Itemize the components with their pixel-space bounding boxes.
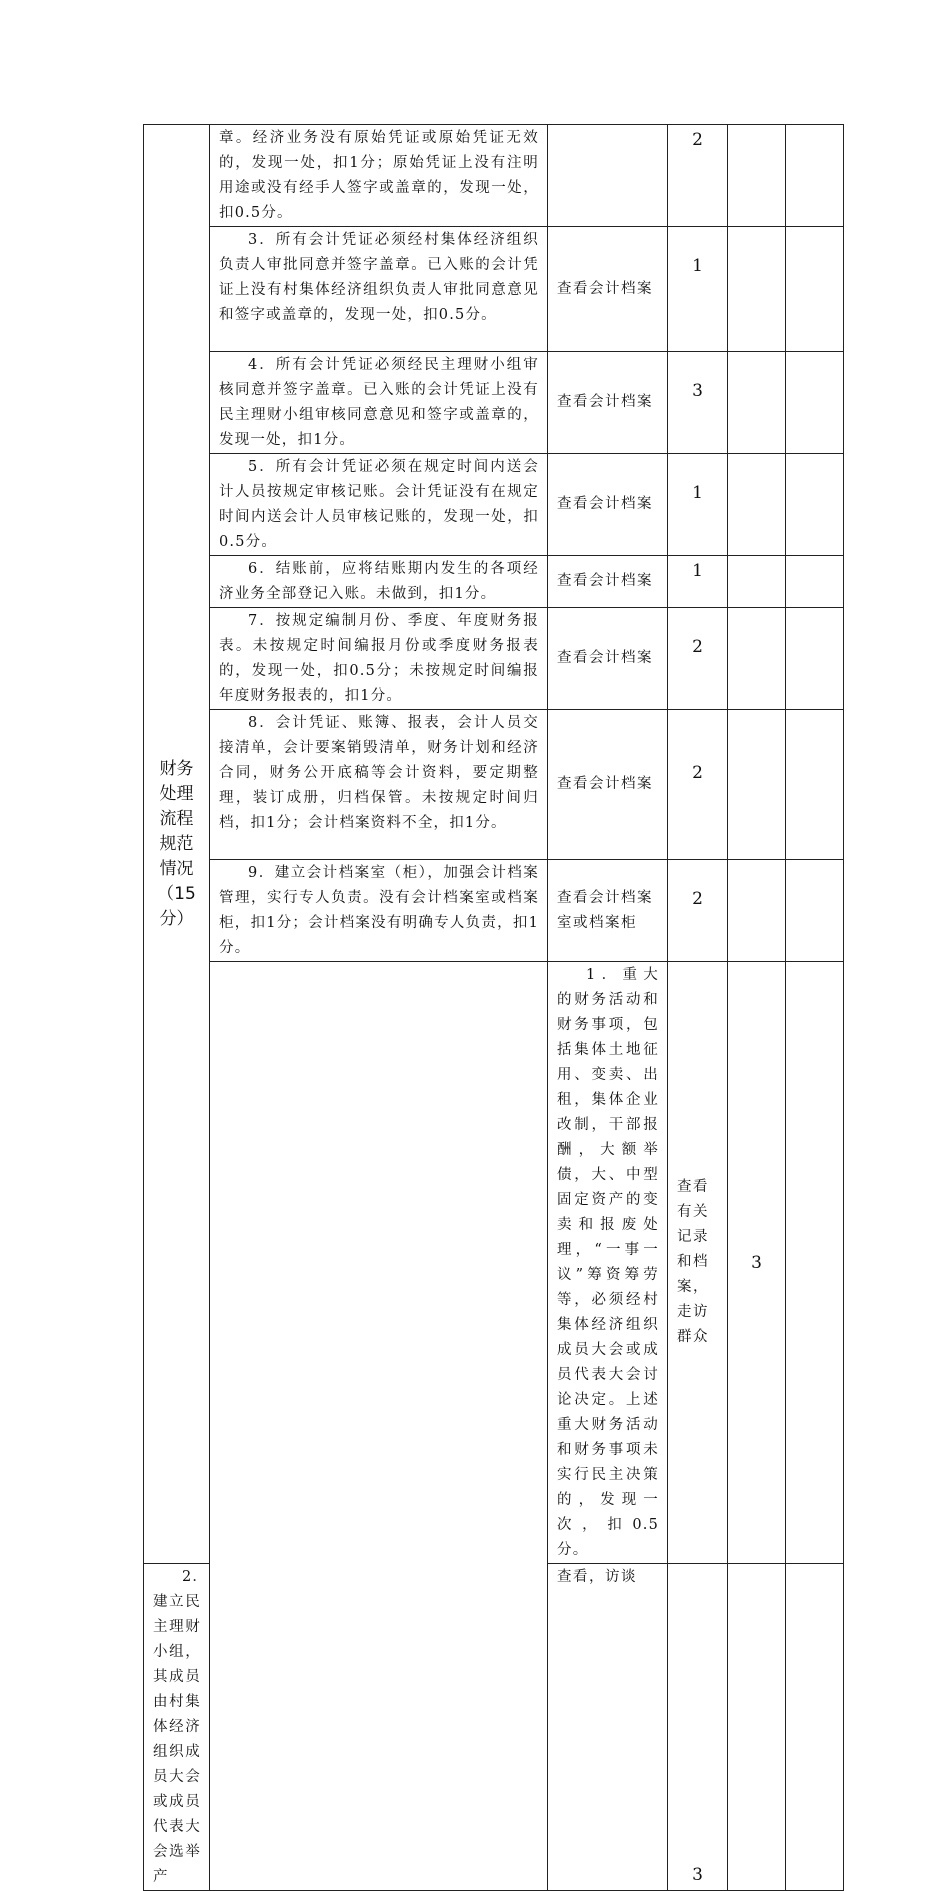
- method-cell: 查看会计档案: [548, 454, 668, 556]
- category-cell: 财务处理流程规范情况（15分）: [144, 125, 210, 1564]
- table-row: [144, 454, 844, 556]
- empty-cell: [728, 227, 786, 352]
- table-row: [144, 962, 844, 1564]
- empty-cell: [786, 1564, 844, 1891]
- empty-cell: [728, 860, 786, 962]
- table-row: [144, 352, 844, 454]
- method-cell: 查看会计档案: [548, 710, 668, 860]
- table-row: [144, 860, 844, 962]
- criteria-cell: 6．结账前，应将结账期内发生的各项经济业务全部登记入账。未做到，扣1分。: [210, 556, 548, 608]
- assessment-table: [143, 124, 844, 1891]
- empty-cell: [786, 227, 844, 352]
- score-cell: 2: [668, 608, 728, 710]
- score-cell: 2: [668, 860, 728, 962]
- empty-cell: [786, 454, 844, 556]
- method-cell: 查看会计档案: [548, 608, 668, 710]
- score-cell: 3: [728, 962, 786, 1564]
- method-cell: 查看会计档案室或档案柜: [548, 860, 668, 962]
- criteria-cell: 1．重大的财务活动和财务事项，包括集体土地征用、变卖、出租，集体企业改制，干部报酬，大额举债，大、中型固定资产的变卖和报废处理，“一事一议”筹资筹劳等，必须经村集体经济组织成员大会或成员代表大会讨论决定。上述重大财务活动和财务事项未实行民主决策的，发现一次，扣0.5分。: [548, 962, 668, 1564]
- table-row: [144, 125, 844, 227]
- empty-cell: [728, 1564, 786, 1891]
- score-cell: 2: [668, 710, 728, 860]
- method-cell: 查看有关记录和档案，走访群众: [668, 962, 728, 1564]
- empty-cell: [728, 454, 786, 556]
- criteria-cell: 5．所有会计凭证必须在规定时间内送会计人员按规定审核记账。会计凭证没有在规定时间内送会计人员审核记账的，发现一处，扣0.5分。: [210, 454, 548, 556]
- empty-cell: [786, 710, 844, 860]
- table-row: [144, 608, 844, 710]
- criteria-cell: 4．所有会计凭证必须经民主理财小组审核同意并签字盖章。已入账的会计凭证上没有民主理财小组审核同意意见和签字或盖章的，发现一处，扣1分。: [210, 352, 548, 454]
- table-row: [144, 710, 844, 860]
- empty-cell: [786, 125, 844, 227]
- empty-cell: [728, 556, 786, 608]
- score-cell: 3: [668, 1564, 728, 1891]
- criteria-cell: 2．建立民主理财小组，其成员由村集体经济组织成员大会或成员代表大会选举产: [144, 1564, 210, 1891]
- score-cell: 3: [668, 352, 728, 454]
- criteria-cell: 8．会计凭证、账簿、报表，会计人员交接清单，会计要案销毁清单，财务计划和经济合同，财务公开底稿等会计资料，要定期整理，装订成册，归档保管。未按规定时间归档，扣1分；会计档案资料不全，扣1分。: [210, 710, 548, 860]
- empty-cell: [786, 352, 844, 454]
- score-cell: 1: [668, 556, 728, 608]
- method-cell: 查看会计档案: [548, 352, 668, 454]
- method-cell: 查看会计档案: [548, 556, 668, 608]
- empty-cell: [728, 710, 786, 860]
- table-row: [144, 556, 844, 608]
- empty-cell: [786, 556, 844, 608]
- empty-cell: [786, 962, 844, 1564]
- method-cell: [548, 125, 668, 227]
- empty-cell: [728, 352, 786, 454]
- empty-cell: [728, 125, 786, 227]
- method-cell: 查看会计档案: [548, 227, 668, 352]
- empty-cell: [786, 608, 844, 710]
- empty-cell: [786, 860, 844, 962]
- empty-cell: [728, 608, 786, 710]
- criteria-cell: 7．按规定编制月份、季度、年度财务报表。未按规定时间编报月份或季度财务报表的，发现一处，扣0.5分；未按规定时间编报年度财务报表的，扣1分。: [210, 608, 548, 710]
- score-cell: 1: [668, 454, 728, 556]
- score-cell: 2: [668, 125, 728, 227]
- criteria-cell: 章。经济业务没有原始凭证或原始凭证无效的，发现一处，扣1分；原始凭证上没有注明用途或没有经手人签字或盖章的，发现一处，扣0.5分。: [210, 125, 548, 227]
- table-row: [144, 227, 844, 352]
- criteria-cell: 9．建立会计档案室（柜），加强会计档案管理，实行专人负责。没有会计档案室或档案柜，扣1分；会计档案没有明确专人负责，扣1分。: [210, 860, 548, 962]
- criteria-cell: 3．所有会计凭证必须经村集体经济组织负责人审批同意并签字盖章。已入账的会计凭证上没有村集体经济组织负责人审批同意意见和签字或盖章的，发现一处，扣0.5分。: [210, 227, 548, 352]
- method-cell: 查看，访谈: [548, 1564, 668, 1891]
- score-cell: 1: [668, 227, 728, 352]
- category-cell: [210, 962, 548, 1891]
